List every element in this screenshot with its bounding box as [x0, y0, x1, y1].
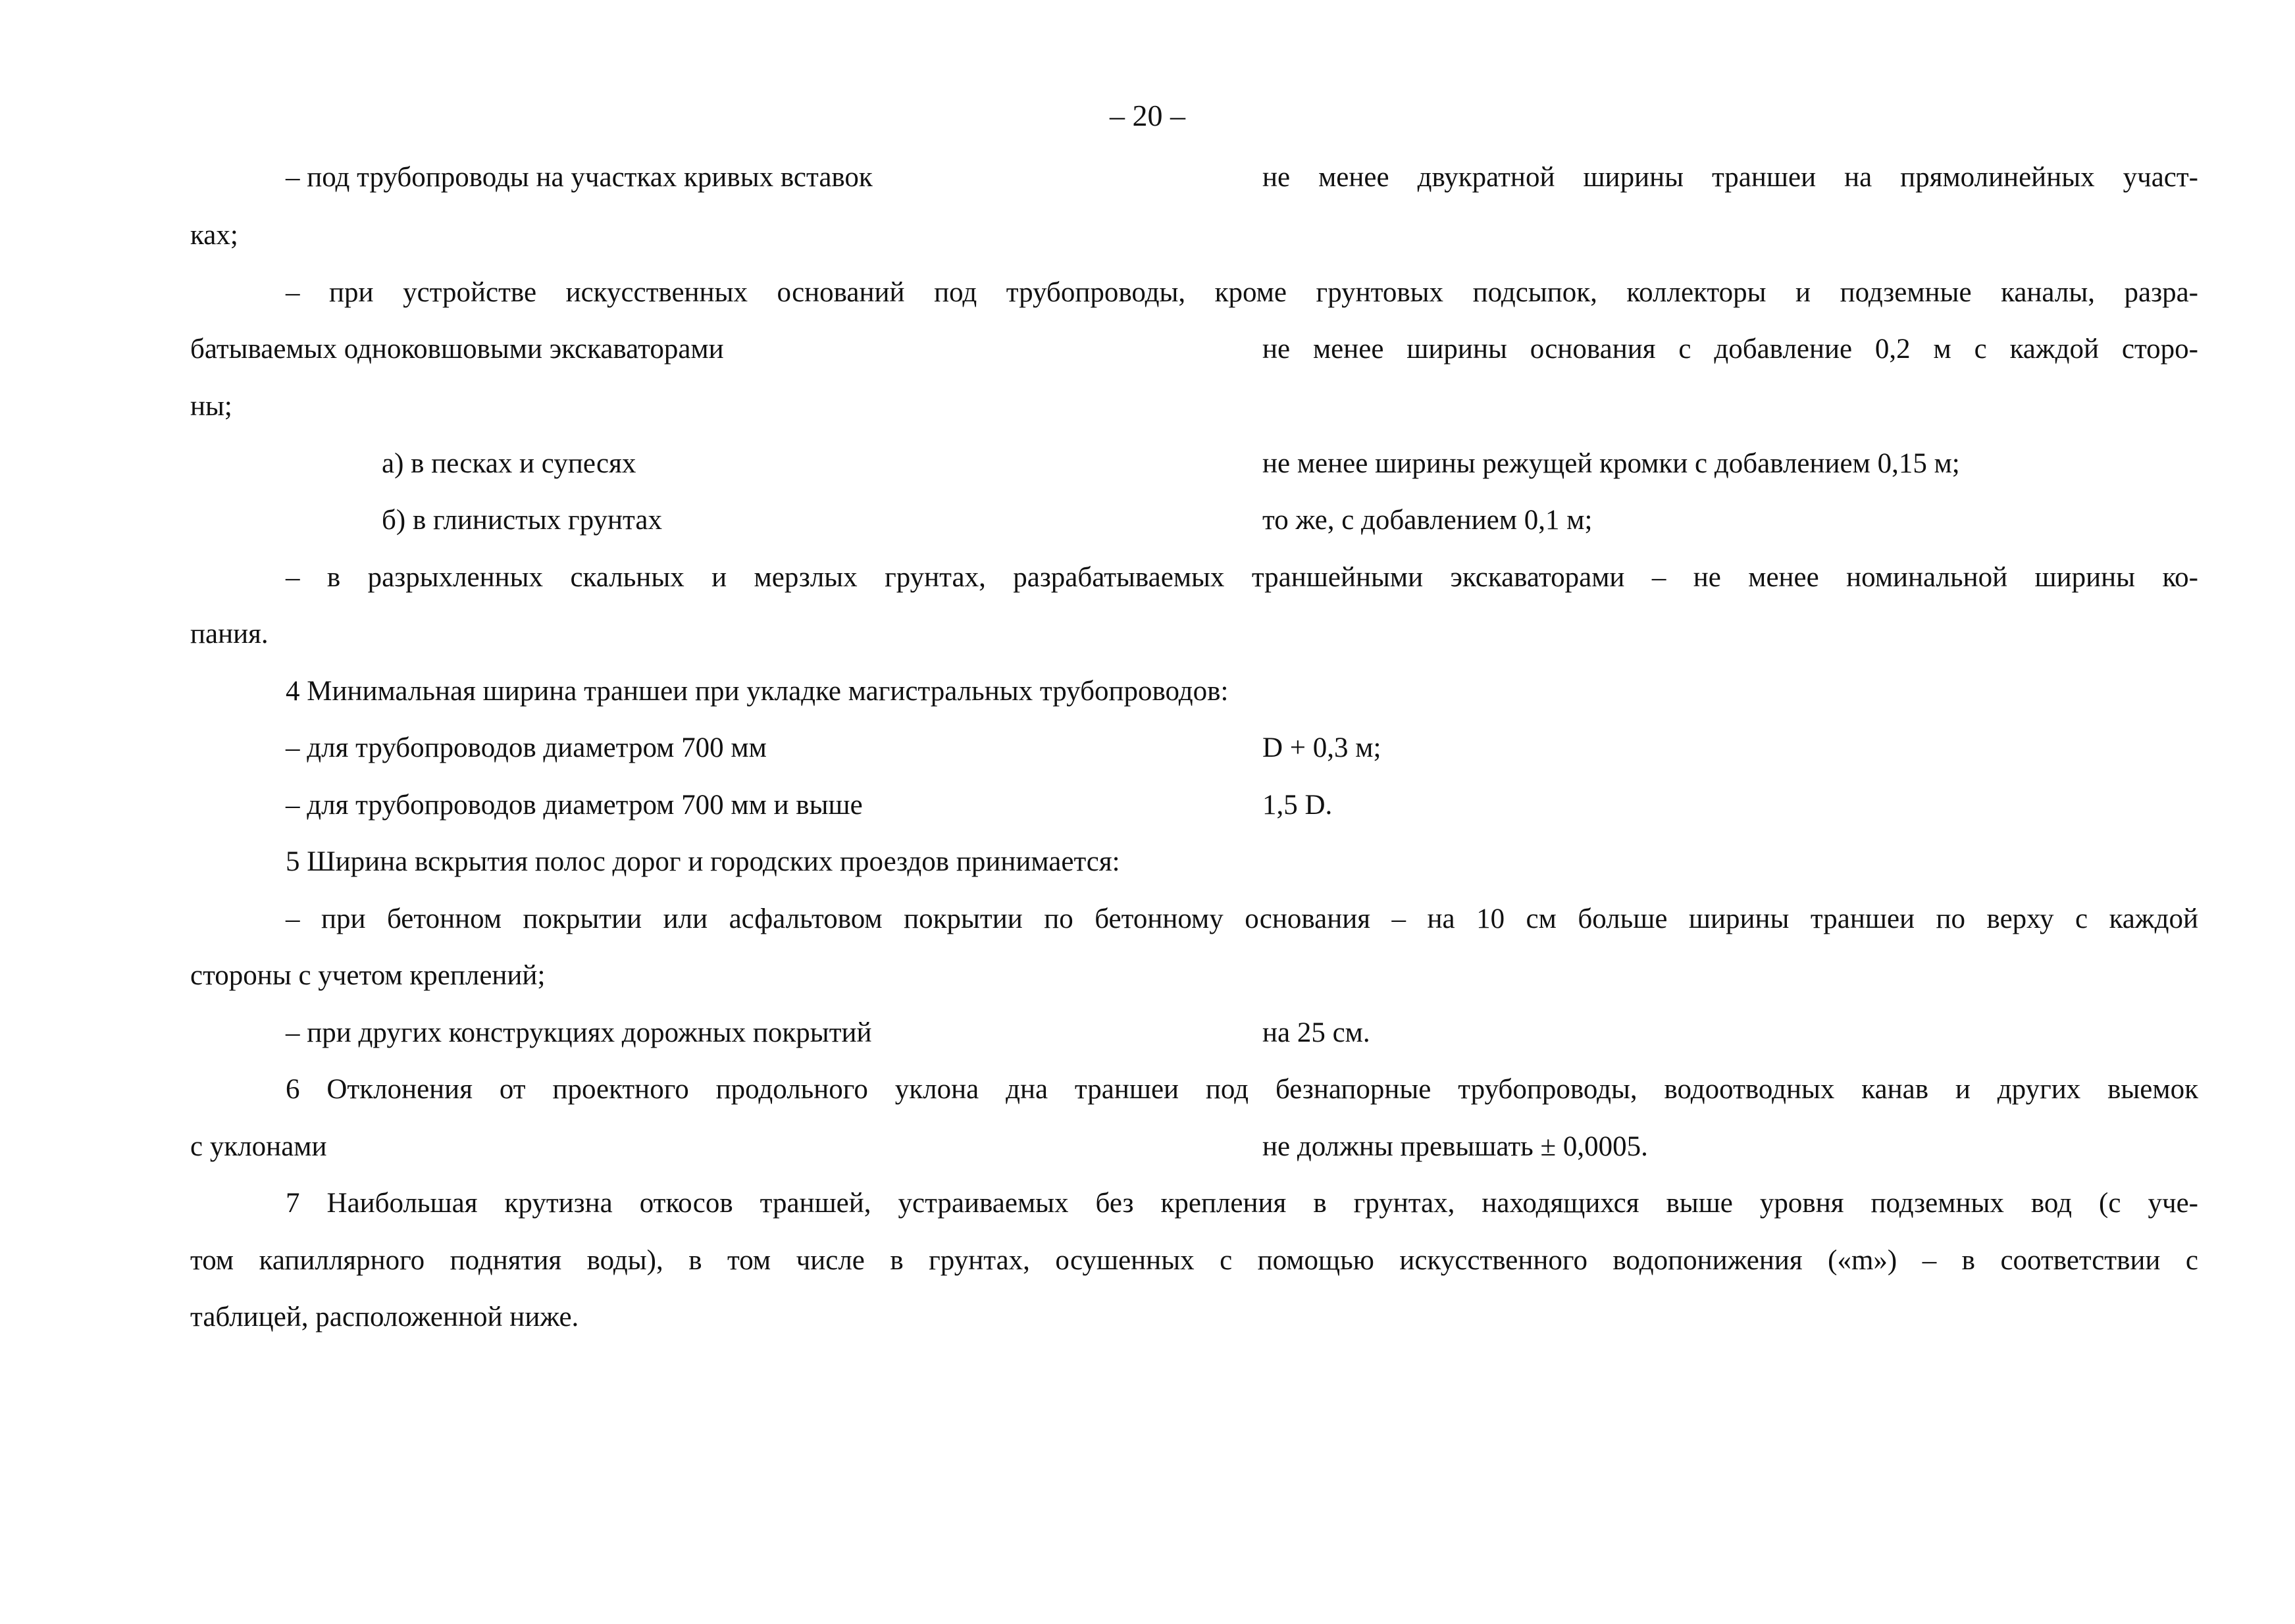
line-2: ках; — [190, 220, 238, 251]
line-20: том капиллярного поднятия воды), в том числе в грунтах, осушенных с помощью искусственного водопонижения («m») – в соответствии с — [190, 1245, 2198, 1276]
line-12-right: 1,5 D. — [1262, 790, 1333, 821]
line-18-right: не должны превышать ± 0,0005. — [1262, 1131, 1648, 1162]
line-9: пания. — [190, 619, 269, 649]
line-16-left: – при других конструкциях дорожных покрытий — [286, 1017, 872, 1048]
line-4-left: батываемых одноковшовыми экскаваторами — [190, 334, 724, 365]
page-number: – 20 – — [1110, 99, 1185, 132]
line-18-left: с уклонами — [190, 1131, 327, 1162]
line-19: 7 Наибольшая крутизна откосов траншей, устраиваемых без крепления в грунтах, находящихся выше уровня подземных вод (с уче- — [286, 1188, 2198, 1219]
line-6-left: а) в песках и супесях — [382, 448, 636, 479]
line-7-left: б) в глинистых грунтах — [382, 505, 662, 536]
line-10: 4 Минимальная ширина траншеи при укладке магистральных трубопроводов: — [286, 676, 1229, 707]
line-5: ны; — [190, 391, 232, 422]
line-4-right: не менее ширины основания с добавление 0,2 м с каждой сторо- — [1262, 334, 2198, 365]
line-21: таблицей, расположенной ниже. — [190, 1302, 579, 1332]
line-16-right: на 25 см. — [1262, 1017, 1370, 1048]
line-3: – при устройстве искусственных оснований под трубопроводы, кроме грунтовых подсыпок, коллекторы и подземные каналы, разра- — [286, 277, 2198, 308]
line-11-right: D + 0,3 м; — [1262, 732, 1381, 763]
line-14: – при бетонном покрытии или асфальтовом покрытии по бетонному основания – на 10 см больше ширины траншеи по верху с каждой — [286, 903, 2198, 934]
line-1-left: – под трубопроводы на участках кривых вставок — [286, 162, 873, 193]
line-6-right: не менее ширины режущей кромки с добавлением 0,15 м; — [1262, 448, 1960, 479]
line-11-left: – для трубопроводов диаметром 700 мм — [286, 732, 767, 763]
line-15: стороны с учетом креплений; — [190, 960, 546, 991]
line-13: 5 Ширина вскрытия полос дорог и городских проездов принимается: — [286, 846, 1120, 877]
line-7-right: то же, с добавлением 0,1 м; — [1262, 505, 1593, 536]
line-8: – в разрыхленных скальных и мерзлых грунтах, разрабатываемых траншейными экскаваторами – не менее номинальной ширины ко- — [286, 562, 2198, 593]
line-12-left: – для трубопроводов диаметром 700 мм и выше — [286, 790, 863, 821]
line-17: 6 Отклонения от проектного продольного уклона дна траншеи под безнапорные трубопроводы, водоотводных канав и других выемок — [286, 1074, 2198, 1105]
line-1-right: не менее двукратной ширины траншеи на прямолинейных участ- — [1262, 162, 2198, 193]
